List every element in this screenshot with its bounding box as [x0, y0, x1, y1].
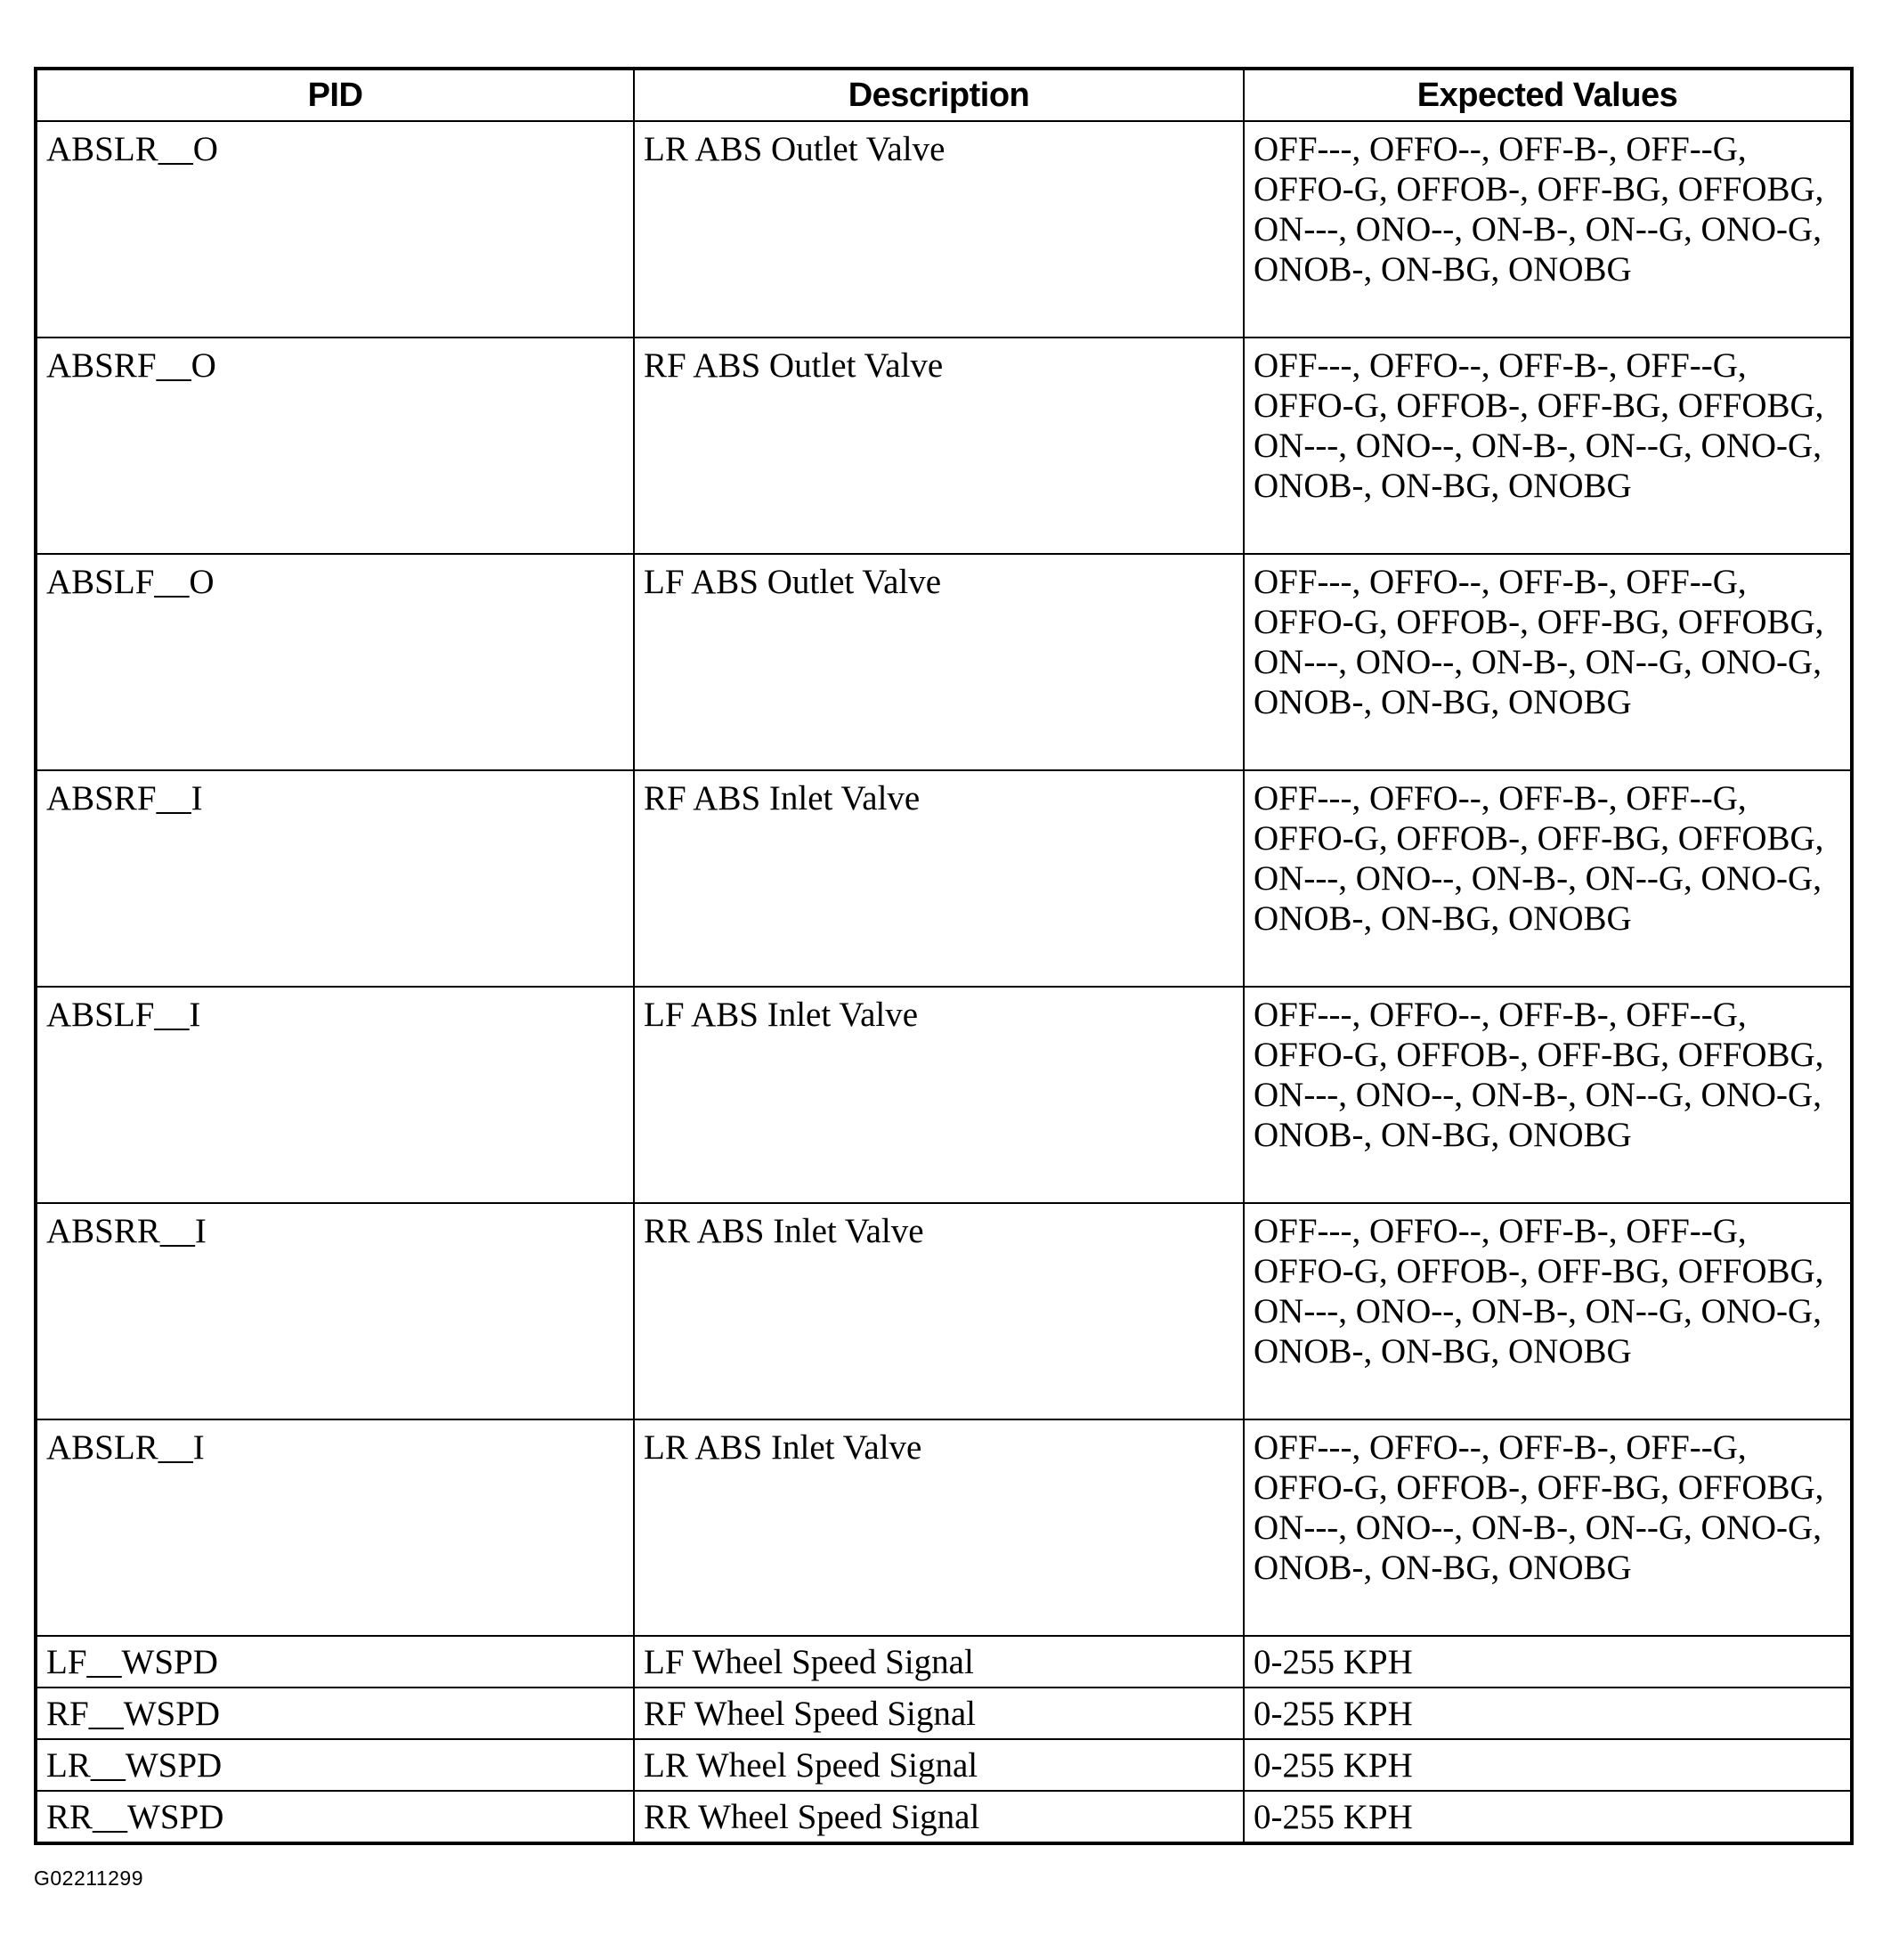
- pid-cell: ABSLR__I: [36, 1419, 634, 1636]
- expected-values-cell: OFF---, OFFO--, OFF-B-, OFF--G, OFFO-G, OFFOB-, OFF-BG, OFFOBG, ON---, ONO--, ON-B-, ON--G, ONO-G, ONOB-, ON-BG, ONOBG: [1244, 987, 1852, 1203]
- pid-cell: ABSLR__O: [36, 121, 634, 338]
- pid-cell: RF__WSPD: [36, 1688, 634, 1739]
- pid-cell: ABSLF__O: [36, 554, 634, 770]
- table-row: [36, 1739, 1852, 1791]
- description-cell: RF ABS Inlet Valve: [634, 770, 1244, 987]
- description-cell: RF Wheel Speed Signal: [634, 1688, 1244, 1739]
- description-cell: LR ABS Inlet Valve: [634, 1419, 1244, 1636]
- table-row: [36, 1419, 1852, 1636]
- header-description: Description: [634, 69, 1244, 121]
- description-cell: LR ABS Outlet Valve: [634, 121, 1244, 338]
- description-cell: LR Wheel Speed Signal: [634, 1739, 1244, 1791]
- pid-cell: LR__WSPD: [36, 1739, 634, 1791]
- table-row: [36, 1688, 1852, 1739]
- table-row: [36, 1636, 1852, 1688]
- table-row: [36, 987, 1852, 1203]
- figure-code: G02211299: [34, 1866, 144, 1890]
- table-row: [36, 1791, 1852, 1843]
- expected-values-cell: OFF---, OFFO--, OFF-B-, OFF--G, OFFO-G, OFFOB-, OFF-BG, OFFOBG, ON---, ONO--, ON-B-, ON--G, ONO-G, ONOB-, ON-BG, ONOBG: [1244, 338, 1852, 554]
- table-row: [36, 121, 1852, 338]
- pid-table: [34, 67, 1854, 1845]
- pid-cell: LF__WSPD: [36, 1636, 634, 1688]
- expected-values-cell: OFF---, OFFO--, OFF-B-, OFF--G, OFFO-G, OFFOB-, OFF-BG, OFFOBG, ON---, ONO--, ON-B-, ON--G, ONO-G, ONOB-, ON-BG, ONOBG: [1244, 121, 1852, 338]
- description-cell: LF Wheel Speed Signal: [634, 1636, 1244, 1688]
- header-expected-values: Expected Values: [1244, 69, 1852, 121]
- expected-values-cell: OFF---, OFFO--, OFF-B-, OFF--G, OFFO-G, OFFOB-, OFF-BG, OFFOBG, ON---, ONO--, ON-B-, ON--G, ONO-G, ONOB-, ON-BG, ONOBG: [1244, 554, 1852, 770]
- pid-cell: ABSRR__I: [36, 1203, 634, 1419]
- table-row: [36, 770, 1852, 987]
- expected-values-cell: OFF---, OFFO--, OFF-B-, OFF--G, OFFO-G, OFFOB-, OFF-BG, OFFOBG, ON---, ONO--, ON-B-, ON--G, ONO-G, ONOB-, ON-BG, ONOBG: [1244, 1419, 1852, 1636]
- header-pid: PID: [36, 69, 634, 121]
- table-row: [36, 554, 1852, 770]
- pid-cell: ABSRF__O: [36, 338, 634, 554]
- description-cell: RF ABS Outlet Valve: [634, 338, 1244, 554]
- pid-cell: ABSLF__I: [36, 987, 634, 1203]
- description-cell: RR ABS Inlet Valve: [634, 1203, 1244, 1419]
- expected-values-cell: OFF---, OFFO--, OFF-B-, OFF--G, OFFO-G, OFFOB-, OFF-BG, OFFOBG, ON---, ONO--, ON-B-, ON--G, ONO-G, ONOB-, ON-BG, ONOBG: [1244, 1203, 1852, 1419]
- expected-values-cell: 0-255 KPH: [1244, 1791, 1852, 1843]
- table-row: [36, 1203, 1852, 1419]
- pid-cell: RR__WSPD: [36, 1791, 634, 1843]
- expected-values-cell: 0-255 KPH: [1244, 1739, 1852, 1791]
- expected-values-cell: 0-255 KPH: [1244, 1688, 1852, 1739]
- expected-values-cell: 0-255 KPH: [1244, 1636, 1852, 1688]
- description-cell: RR Wheel Speed Signal: [634, 1791, 1244, 1843]
- description-cell: LF ABS Inlet Valve: [634, 987, 1244, 1203]
- table-row: [36, 338, 1852, 554]
- expected-values-cell: OFF---, OFFO--, OFF-B-, OFF--G, OFFO-G, OFFOB-, OFF-BG, OFFOBG, ON---, ONO--, ON-B-, ON--G, ONO-G, ONOB-, ON-BG, ONOBG: [1244, 770, 1852, 987]
- pid-cell: ABSRF__I: [36, 770, 634, 987]
- description-cell: LF ABS Outlet Valve: [634, 554, 1244, 770]
- header-row: [36, 69, 1852, 121]
